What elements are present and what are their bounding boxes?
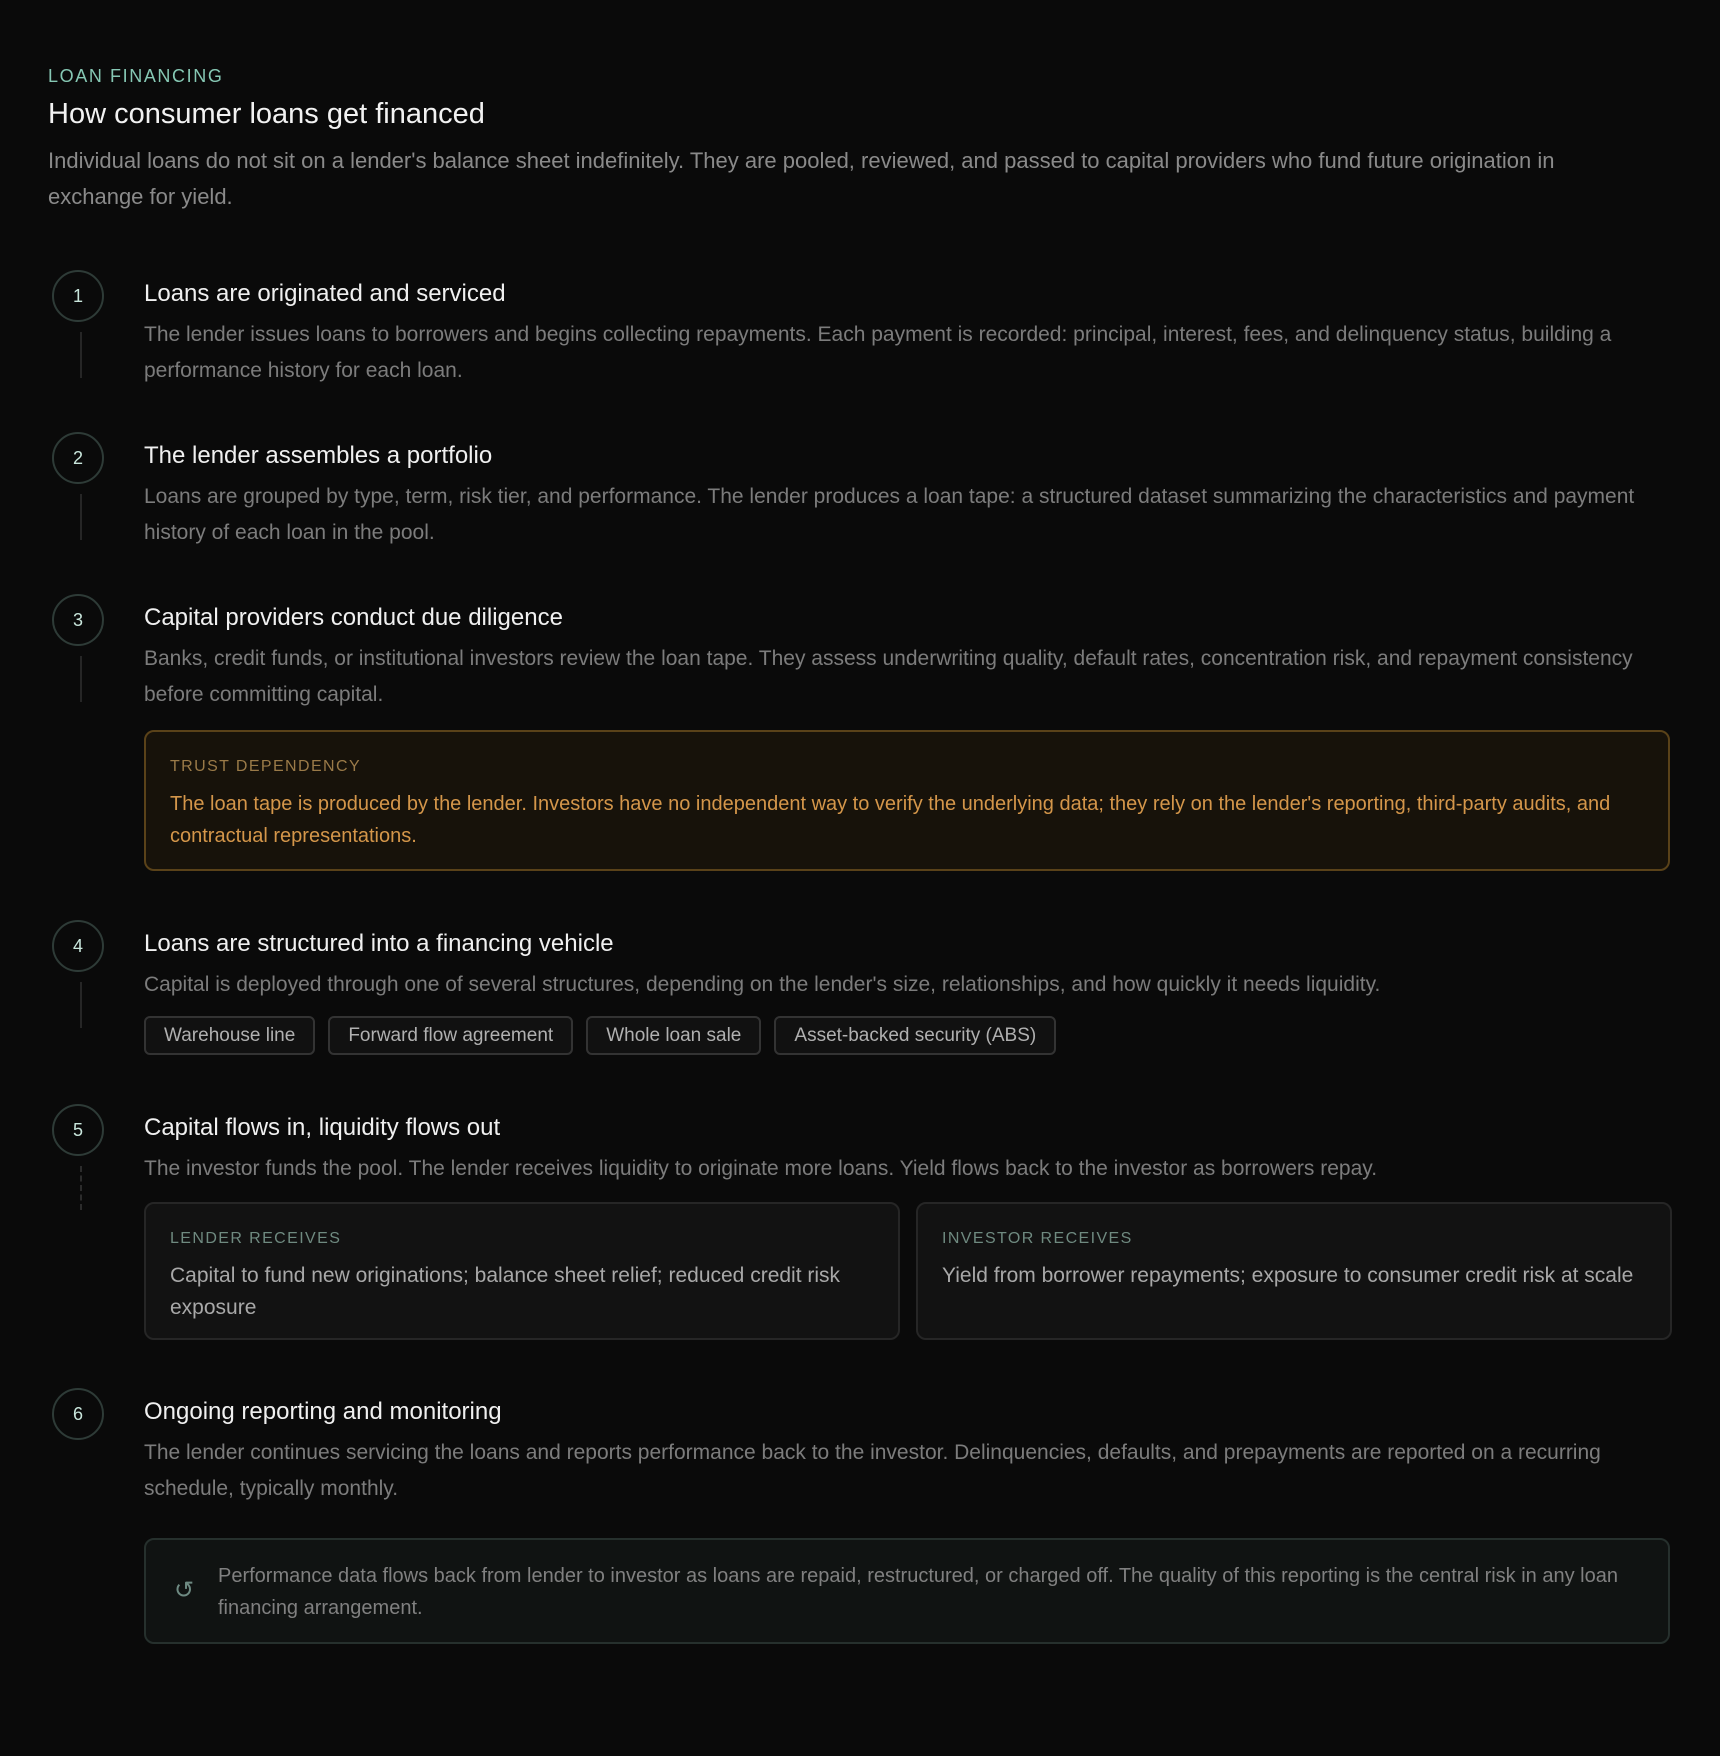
step-number-badge: 1: [52, 270, 104, 322]
card-text: Capital to fund new originations; balance sheet relief; reduced credit risk exposure: [170, 1264, 841, 1319]
step-title: The lender assembles a portfolio: [144, 442, 493, 469]
page-title: How consumer loans get financed: [48, 98, 485, 130]
callout-text: The loan tape is produced by the lender. Investors have no independent way to verify the underlying data; they rely on the lender's reporting, third-party audits, and contractual representations.: [170, 793, 1611, 847]
step-title: Ongoing reporting and monitoring: [144, 1398, 502, 1425]
step-number-badge: 6: [52, 1388, 104, 1440]
refresh-icon: ↺: [174, 1577, 195, 1604]
chip-forward-flow-agreement[interactable]: Forward flow agreement: [328, 1016, 573, 1055]
intro-text: Individual loans do not sit on a lender's balance sheet indefinitely. They are pooled, reviewed, and passed to capital providers who fund future origination in exchange for yield.: [48, 148, 1555, 209]
step-title: Capital flows in, liquidity flows out: [144, 1114, 501, 1141]
chip-asset-backed-security[interactable]: Asset-backed security (ABS): [774, 1016, 1056, 1055]
step-description: Loans are grouped by type, term, risk tier, and performance. The lender produces a loan tape: a structured dataset summarizing the characteristics and payment history of each loan in the pool.: [144, 485, 1635, 544]
lender-receives-card: [144, 1202, 900, 1340]
timeline-connector: [80, 982, 82, 1028]
financing-vehicle-chips: [144, 1016, 1056, 1055]
step-number-badge: 5: [52, 1104, 104, 1156]
section-eyebrow: LOAN FINANCING: [48, 66, 224, 86]
step-description: The investor funds the pool. The lender receives liquidity to originate more loans. Yield flows back to the investor as borrowers repay.: [144, 1157, 1378, 1180]
card-label: LENDER RECEIVES: [170, 1230, 342, 1247]
chip-warehouse-line[interactable]: Warehouse line: [144, 1016, 315, 1055]
card-label: INVESTOR RECEIVES: [942, 1230, 1133, 1247]
step-number-badge: 3: [52, 594, 104, 646]
step-title: Loans are originated and serviced: [144, 280, 506, 307]
card-text: Yield from borrower repayments; exposure to consumer credit risk at scale: [942, 1264, 1634, 1287]
trust-dependency-callout: [144, 730, 1670, 871]
step-description: Banks, credit funds, or institutional investors review the loan tape. They assess underwriting quality, default rates, concentration risk, and repayment consistency before committing capital.: [144, 647, 1633, 706]
timeline-connector-dashed: [80, 1166, 82, 1210]
loop-note-text: Performance data flows back from lender to investor as loans are repaid, restructured, or charged off. The quality of this reporting is the central risk in any loan financing arrangement.: [218, 1565, 1618, 1619]
timeline-connector: [80, 332, 82, 378]
step-title: Loans are structured into a financing vehicle: [144, 930, 614, 957]
step-number-badge: 2: [52, 432, 104, 484]
timeline-connector: [80, 494, 82, 540]
callout-label: TRUST DEPENDENCY: [170, 758, 362, 775]
timeline-connector: [80, 656, 82, 702]
step-title: Capital providers conduct due diligence: [144, 604, 563, 631]
reporting-loop-note: [144, 1538, 1670, 1644]
chip-whole-loan-sale[interactable]: Whole loan sale: [586, 1016, 761, 1055]
step-description: The lender issues loans to borrowers and begins collecting repayments. Each payment is recorded: principal, interest, fees, and delinquency status, building a performance history for each loan.: [144, 323, 1612, 382]
investor-receives-card: [916, 1202, 1672, 1340]
step-description: Capital is deployed through one of several structures, depending on the lender's size, relationships, and how quickly it needs liquidity.: [144, 973, 1381, 996]
step-description: The lender continues servicing the loans and reports performance back to the investor. Delinquencies, defaults, and prepayments are reported on a recurring schedule, typically monthly.: [144, 1441, 1601, 1500]
step-number-badge: 4: [52, 920, 104, 972]
